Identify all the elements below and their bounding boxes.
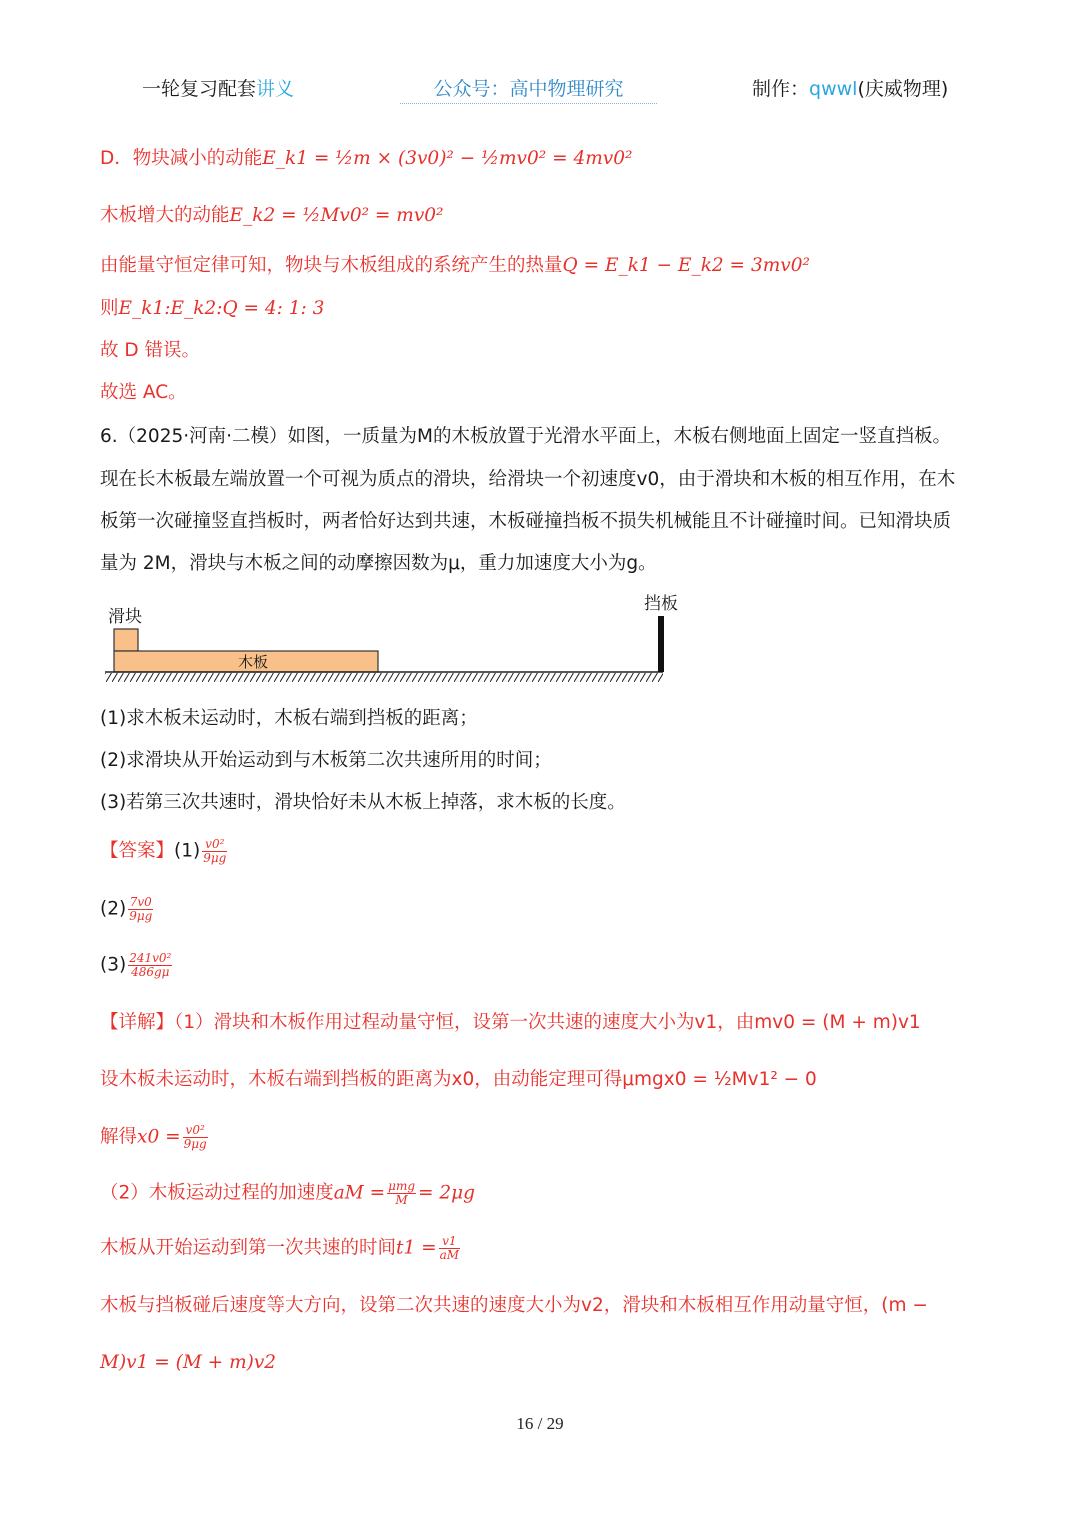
problem-line-3: 板第一次碰撞竖直挡板时，两者恰好达到共速，木板碰撞挡板不损失机械能且不计碰撞时间。已知滑块质 xyxy=(100,511,952,532)
solution-line-4-rhs: = 2μg xyxy=(418,1182,476,1204)
answer-2-fraction xyxy=(128,896,153,923)
answer-1 xyxy=(100,838,984,865)
solution-line-3-lhs: x0 = xyxy=(137,1126,181,1148)
solution-line-4-head: （2）木板运动过程的加速度 xyxy=(100,1182,334,1204)
solution-line-5 xyxy=(100,1235,984,1262)
board-energy-head: 木板增大的动能 xyxy=(100,205,230,226)
solution-line-3 xyxy=(100,1124,984,1151)
ratio-formula: E_k1:E_k2:Q = 4: 1: 3 xyxy=(118,298,325,319)
answer-3-num: 241v0² xyxy=(129,951,172,965)
solution-line-4-den: M xyxy=(395,1193,408,1207)
solution-d-head: D．物块减小的动能 xyxy=(100,148,263,169)
question-1: (1)求木板未运动时，木板右端到挡板的距离； xyxy=(100,708,478,729)
answer-1-den: 9μg xyxy=(203,851,227,865)
board-label: 木板 xyxy=(238,653,269,671)
solution-line-1-text: （1）滑块和木板作用过程动量守恒，设第一次共速的速度大小为v1，由mv0 = (M + m)v1 xyxy=(174,1012,921,1033)
physics-diagram xyxy=(100,592,678,687)
header-center: 公众号：高中物理研究 xyxy=(400,76,657,104)
energy-conservation-head: 由能量守恒定律可知，物块与木板组成的系统产生的热量 xyxy=(100,255,563,276)
solution-line-5-fraction xyxy=(439,1235,460,1262)
solution-line-6: 木板与挡板碰后速度等大方向，设第二次共速的速度大小为v2，滑块和木板相互作用动量守恒，(m − xyxy=(100,1295,928,1316)
problem-line-4: 量为 2M，滑块与木板之间的动摩擦因数为μ，重力加速度大小为g。 xyxy=(100,553,657,574)
solution-tag: 【详解】 xyxy=(100,1012,175,1033)
page-number: 16 / 29 xyxy=(516,1414,564,1433)
energy-conservation-line xyxy=(100,253,984,279)
solution-line-3-den: 9μg xyxy=(183,1137,207,1151)
d-wrong-line: 故 D 错误。 xyxy=(100,340,201,361)
solution-line-4-fraction xyxy=(387,1180,416,1207)
solution-line-5-lhs: t1 = xyxy=(396,1237,437,1259)
ratio-head: 则 xyxy=(100,298,119,319)
slider-block xyxy=(114,629,138,651)
answer-3-den: 486gμ xyxy=(131,965,170,979)
header-left-text: 一轮复习配套 xyxy=(142,78,257,100)
header-right-rest: (庆威物理) xyxy=(857,78,949,100)
choice-line: 故选 AC。 xyxy=(100,382,187,403)
solution-line-4 xyxy=(100,1180,984,1207)
solution-line-3-head: 解得 xyxy=(100,1126,138,1148)
solution-line-3-fraction xyxy=(183,1124,208,1151)
solution-line-1 xyxy=(100,1010,984,1036)
solution-d-formula: E_k1 = ½m × (3v0)² − ½mv0² = 4mv0² xyxy=(262,148,633,169)
solution-line-5-head: 木板从开始运动到第一次共速的时间 xyxy=(100,1237,397,1259)
answer-1-label: (1) xyxy=(174,840,201,862)
answer-2-num: 7v0 xyxy=(129,895,152,909)
answer-1-fraction xyxy=(202,838,227,865)
answer-3-label: (3) xyxy=(100,954,127,976)
slider-label: 滑块 xyxy=(108,607,142,627)
solution-line-7: M)v1 = (M + m)v2 xyxy=(100,1352,277,1373)
problem-line-2: 现在长木板最左端放置一个可视为质点的滑块，给滑块一个初速度v0，由于滑块和木板的相互作用，在木 xyxy=(100,469,956,490)
header-right xyxy=(752,76,948,102)
header-left xyxy=(142,76,294,102)
answer-1-num: v0² xyxy=(202,838,227,852)
header-right-label: 制作： xyxy=(752,78,810,100)
answer-3 xyxy=(100,952,984,979)
header-right-author: qwwl xyxy=(809,78,858,100)
question-2: (2)求滑块从开始运动到与木板第二次共速所用的时间； xyxy=(100,750,552,771)
solution-line-4-num: μmg xyxy=(388,1179,415,1193)
header-left-highlight: 讲义 xyxy=(256,78,295,100)
solution-line-5-num: v1 xyxy=(439,1235,460,1249)
solution-line-5-den: aM xyxy=(439,1248,460,1262)
answer-tag: 【答案】 xyxy=(100,840,175,862)
energy-conservation-formula: Q = E_k1 − E_k2 = 3mv0² xyxy=(562,255,810,276)
solution-d-line xyxy=(100,146,984,172)
ground-hatching xyxy=(105,673,663,682)
solution-line-2: 设木板未运动时，木板右端到挡板的距离为x0，由动能定理可得μmgx0 = ½Mv1² − 0 xyxy=(100,1069,817,1090)
answer-3-fraction xyxy=(128,952,172,979)
board-energy-formula: E_k2 = ½Mv0² = mv0² xyxy=(229,205,444,226)
question-3: (3)若第三次共速时，滑块恰好未从木板上掉落，求木板的长度。 xyxy=(100,792,626,813)
solution-line-4-lhs: aM = xyxy=(333,1182,386,1204)
answer-2-label: (2) xyxy=(100,898,127,920)
ratio-line xyxy=(100,296,984,322)
problem-line-1: 6.（2025·河南·二模）如图，一质量为M的木板放置于光滑水平面上，木板右侧地面上固定一竖直挡板。 xyxy=(100,426,951,447)
answer-2-den: 9μg xyxy=(129,909,153,923)
barrier xyxy=(658,616,664,672)
answer-2 xyxy=(100,896,984,923)
solution-line-3-num: v0² xyxy=(183,1124,208,1138)
barrier-label: 挡板 xyxy=(644,594,678,614)
board-energy-line xyxy=(100,203,984,229)
